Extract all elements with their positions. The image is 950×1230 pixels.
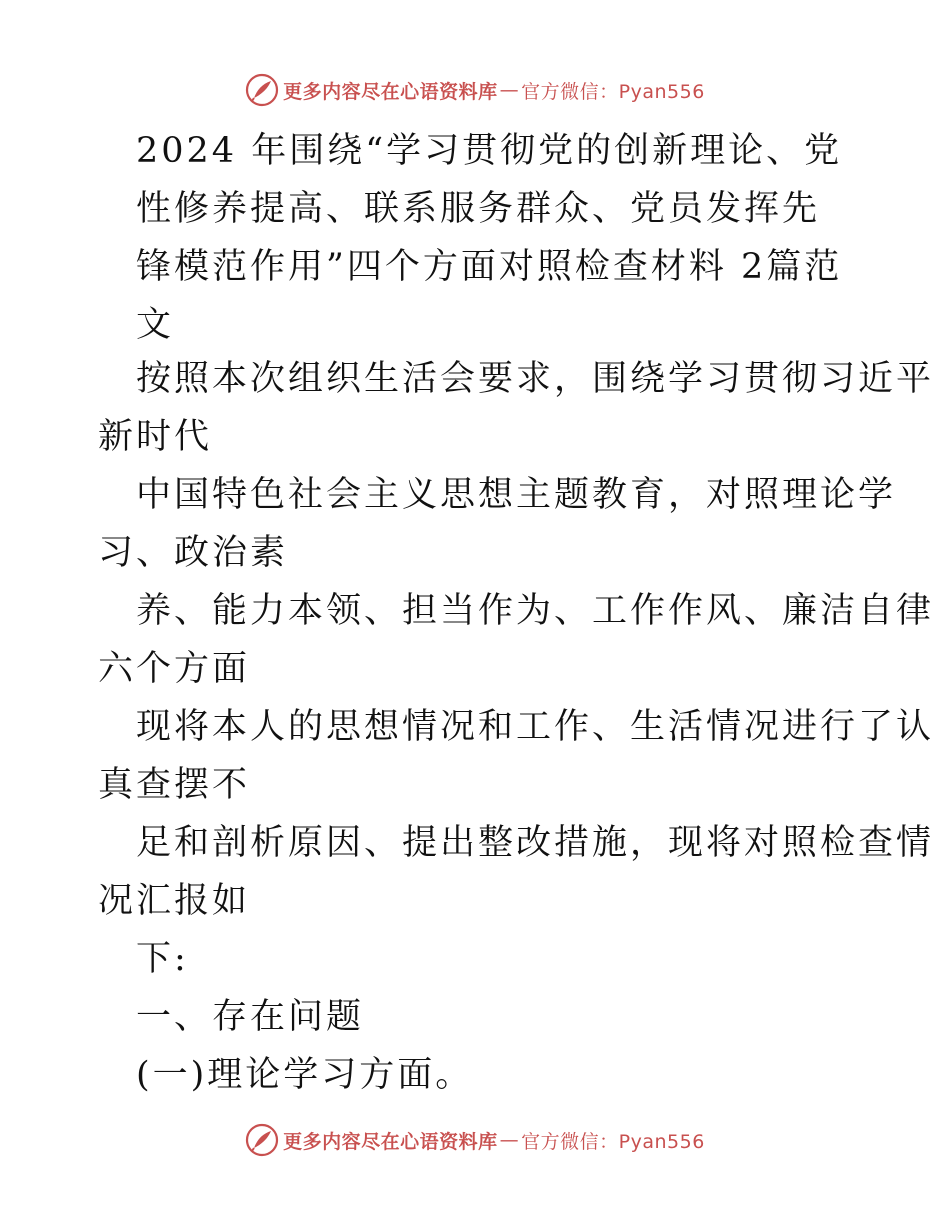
paragraph-line: 六个方面: [98, 649, 251, 689]
quill-pen-icon: [245, 1123, 279, 1157]
body-paragraph: [98, 814, 935, 930]
paragraph-line: 足和剖析原因、提出整改措施，现将对照检查情: [136, 823, 935, 863]
watermark-footer: [0, 1120, 950, 1160]
paragraph-line: 中国特色社会主义思想主题教育，对照理论学: [136, 475, 897, 515]
watermark-wechat: 官方微信：Pyan556: [521, 1130, 705, 1153]
watermark-separator: —: [499, 1129, 520, 1151]
paragraph-line: 况汇报如: [98, 881, 251, 921]
section-heading: 一、存在问题: [136, 997, 365, 1037]
title-line: 文: [136, 305, 175, 345]
paragraph-line: 习、政治素: [98, 533, 289, 573]
body-paragraph: [98, 698, 935, 814]
watermark-separator: —: [499, 79, 520, 101]
body-paragraph: [98, 466, 897, 582]
document-body: [98, 350, 935, 1104]
paragraph-line: 现将本人的思想情况和工作、生活情况进行了认: [136, 707, 935, 747]
document-title: [136, 122, 843, 354]
paragraph-line: 新时代: [98, 417, 213, 457]
subsection-heading: (一)理论学习方面。: [136, 1055, 474, 1095]
watermark-brand: 更多内容尽在心语资料库: [283, 1130, 498, 1153]
watermark-brand: 更多内容尽在心语资料库: [283, 80, 498, 103]
closing-line: 下:: [136, 939, 189, 979]
paragraph-line: 按照本次组织生活会要求，围绕学习贯彻习近平: [136, 359, 935, 399]
title-line: 性修养提高、联系服务群众、党员发挥先: [136, 189, 821, 229]
quill-pen-icon: [245, 73, 279, 107]
body-paragraph: [98, 582, 935, 698]
body-paragraph: [98, 350, 935, 466]
watermark-header: [0, 70, 950, 110]
paragraph-line: 养、能力本领、担当作为、工作作风、廉洁自律: [136, 591, 935, 631]
title-line: 2024 年围绕“学习贯彻党的创新理论、党: [136, 131, 843, 171]
watermark-wechat: 官方微信：Pyan556: [521, 80, 705, 103]
paragraph-line: 真查摆不: [98, 765, 251, 805]
title-line: 锋模范作用”四个方面对照检查材料 2篇范: [136, 247, 843, 287]
